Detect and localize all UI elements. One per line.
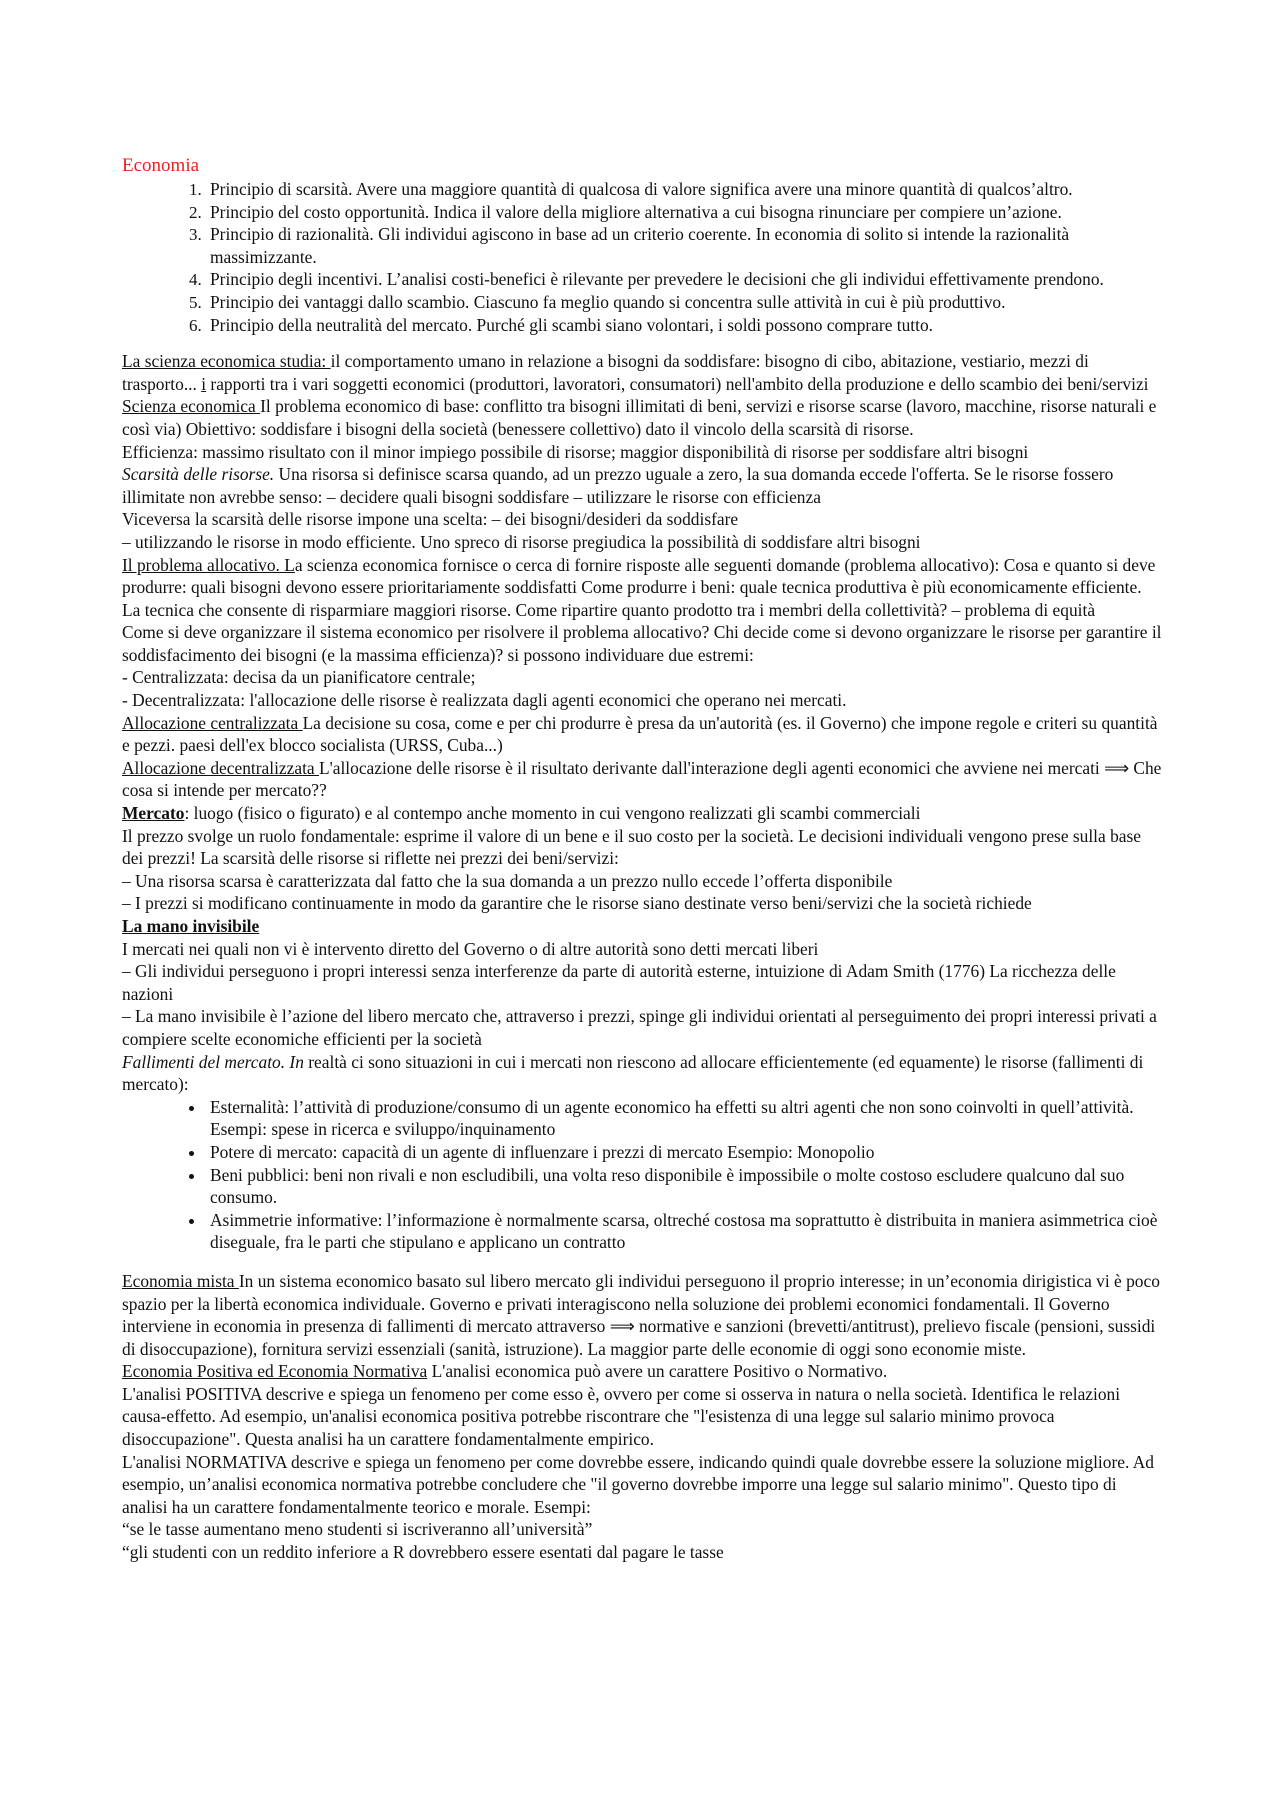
principle-item: 6. Principio della neutralità del mercato. Purché gli scambi siano volontari, i soldi possono comprare tutto. [206,314,1162,337]
principle-item: 3. Principio di razionalità. Gli individui agiscono in base ad un criterio coerente. In economia di solito si intende la razionalità massimizzante. [206,223,1162,268]
paragraph-analisi-normativa: L'analisi NORMATIVA descrive e spiega un fenomeno per come dovrebbe essere, indicando quindi quale dovrebbe essere la soluzione migliore. Ad esempio, un’analisi economica normativa potrebbe concludere che "il governo dovrebbe imporre una legge sul salario minimo". Questo tipo di analisi ha un carattere fondamentalmente teorico e morale. Esempi: [122,1451,1154,1517]
paragraph-text: Il problema economico di base: conflitto tra bisogni illimitati di beni, servizi e risorse scarse (lavoro, macchine, risorse naturali e così via) Obiettivo: soddisfare i bisogni della società (benessere collettivo) dato il vincolo della scarsità di risorse. [122,396,1157,439]
paragraph-text: il comportamento umano in relazione a bisogni da soddisfare: bisogno di cibo, abitazione, vestiario, mezzi di trasporto... [122,351,1089,394]
principle-item: 1. Principio di scarsità. Avere una maggiore quantità di qualcosa di valore significa avere una minore quantità di qualcos’altro. [206,178,1162,201]
principle-item: 4. Principio degli incentivi. L’analisi costi-benefici è rilevante per prevedere le decisioni che gli individui effettivamente prendono. [206,268,1162,291]
paragraph-text: La decisione su cosa, come e per chi produrre è presa da un'autorità (es. il Governo) che impone regole e criteri su quantità e pezzi. paesi dell'ex blocco socialista (URSS, Cuba...) [122,712,1158,756]
paragraph-allocazione-centralizzata [122,712,1162,757]
paragraph-mercato [122,802,1162,825]
paragraph-mercati-liberi: I mercati nei quali non vi è intervento diretto del Governo o di altre autorità sono detti mercati liberi [122,938,819,959]
paragraph-problema-allocativo [122,554,1162,622]
heading-positiva-normativa: Economia Positiva ed Economia Normativa [122,1361,428,1382]
paragraph-scienza-economica [122,395,1162,440]
failure-item: • Asimmetrie informative: l’informazione è normalmente scarsa, oltreché costosa ma soprattutto è distribuita in maniera asimmetrica cioè diseguale, fra le parti che stipulano e applicano un contratto [206,1209,1162,1254]
heading-allocazione-centralizzata: Allocazione centralizzata [122,712,303,733]
paragraph-efficienza: Efficienza: massimo risultato con il minor impiego possibile di risorse; maggior disponibilità di risorse per soddisfare altri bisogni [122,441,1029,462]
heading-scienza-economica: Scienza economica [122,396,261,417]
paragraph-viceversa: Viceversa la scarsità delle risorse impone una scelta: – dei bisogni/desideri da soddisfare [122,509,739,530]
paragraph-text: i [201,373,207,394]
paragraph-prezzi-modificano: – I prezzi si modificano continuamente in modo da garantire che le risorse siano destinate verso beni/servizi che la società richiede [122,893,1032,914]
heading-allocazione-decentralizzata: Allocazione decentralizzata [122,757,319,778]
paragraph-text: Una risorsa si definisce scarsa quando, ad un prezzo uguale a zero, la sua domanda eccede l'offerta. Se le risorse fossero illimitate non avrebbe senso: – decidere quali bisogni soddisfare – utilizzare le risorse con efficienza [122,464,1114,507]
paragraph-text: rapporti tra i vari soggetti economici (produttori, lavoratori, consumatori) nell'ambito della produzione e dello scambio dei beni/servizi [206,373,1149,394]
paragraph-positiva-normativa [122,1360,1162,1383]
paragraph-spreco: – utilizzando le risorse in modo efficiente. Uno spreco di risorse pregiudica la possibilità di soddisfare altri bisogni [122,531,921,552]
paragraph-scarsita [122,463,1162,508]
heading-fallimenti: Fallimenti del mercato. In [122,1051,304,1072]
document-body [122,154,1162,1564]
paragraph-analisi-positiva: L'analisi POSITIVA descrive e spiega un fenomeno per come esso è, ovvero per come si osserva in natura o nella società. Identifica le relazioni causa-effetto. Ad esempio, un'analisi economica positiva potrebbe riscontrare che "l'esistenza di una legge sul salario minimo provoca disoccupazione". Questa analisi ha un carattere fondamentalmente empirico. [122,1383,1121,1450]
failure-item: • Beni pubblici: beni non rivali e non escludibili, una volta reso disponibile è impossibile o molte costoso escludere qualcuno dal suo consumo. [206,1164,1162,1209]
paragraph-centralizzata: - Centralizzata: decisa da un pianificatore centrale; [122,667,476,688]
paragraph-organizzazione: Come si deve organizzare il sistema economico per risolvere il problema allocativo? Chi decide come si devono organizzare le risorse per garantire il soddisfacimento dei bisogni (e la massima efficienza)? si possono individuare due estremi: [122,622,1162,665]
paragraph-risorsa-scarsa: – Una risorsa scarsa è caratterizzata dal fatto che la sua domanda a un prezzo nullo eccede l’offerta disponibile [122,870,893,891]
document-title: Economia [122,155,200,176]
principles-list [122,178,1162,336]
paragraph-scienza-studia [122,350,1162,395]
paragraph-text: : luogo (fisico o figurato) e al contempo anche momento in cui vengono realizzati gli scambi commerciali [184,803,921,824]
paragraph-fallimenti [122,1051,1162,1096]
principle-item: 5. Principio dei vantaggi dallo scambio. Ciascuno fa meglio quando si concentra sulle attività in cui è più produttivo. [206,291,1162,314]
paragraph-text: realtà ci sono situazioni in cui i mercati non riescono ad allocare efficientemente (ed equamente) le risorse (fallimenti di mercato): [122,1051,1144,1095]
paragraph-adam-smith: – Gli individui perseguono i propri interessi senza interferenze da parte di autorità esterne, intuizione di Adam Smith (1776) La ricchezza delle nazioni [122,961,1116,1004]
paragraph-text: In un sistema economico basato sul libero mercato gli individui perseguono il proprio interesse; in un’economia dirigistica vi è poco spazio per la libertà economica individuale. Governo e privati interagiscono nella soluzione dei problemi economici fondamentali. Il Governo interviene in economia in presenza di fallimenti di mercato attraverso ⟹ normative e sanzioni (brevetti/antitrust), prelievo fiscale (pensioni, sussidi di disoccupazione), fornitura servizi essenziali (sanità, istruzione). La maggior parte delle economie di oggi sono economie miste. [122,1270,1160,1359]
failure-item: • Esternalità: l’attività di produzione/consumo di un agente economico ha effetti su altri agenti che non sono coinvolti in quell’attività. Esempi: spese in ricerca e sviluppo/inquinamento [206,1096,1162,1141]
heading-scienza-studia: La scienza economica studia: [122,351,331,372]
paragraph-esempio-1: “se le tasse aumentano meno studenti si iscriveranno all’università” [122,1519,593,1540]
failures-list [122,1096,1162,1254]
heading-mano-invisibile: La mano invisibile [122,916,260,936]
paragraph-prezzo: Il prezzo svolge un ruolo fondamentale: esprime il valore di un bene e il suo costo per la società. Le decisioni individuali vengono prese sulla base dei prezzi! La scarsità delle risorse si riflette nei prezzi dei beni/servizi: [122,825,1141,869]
heading-problema-allocativo: Il problema allocativo. L [122,554,295,575]
paragraph-esempio-2: “gli studenti con un reddito inferiore a R dovrebbero essere esentati dal pagare le tasse [122,1542,724,1563]
paragraph-text: L'analisi economica può avere un carattere Positivo o Normativo. [427,1361,888,1382]
heading-economia-mista: Economia mista [122,1270,239,1291]
paragraph-economia-mista [122,1270,1162,1360]
principle-item: 2. Principio del costo opportunità. Indica il valore della migliore alternativa a cui bisogna rinunciare per compiere un’azione. [206,201,1162,224]
paragraph-text: L'allocazione delle risorse è il risultato derivante dall'interazione degli agenti economici che avviene nei mercati ⟹ Che cosa si intende per mercato?? [122,757,1162,801]
paragraph-decentralizzata: - Decentralizzata: l'allocazione delle risorse è realizzata dagli agenti economici che operano nei mercati. [122,690,847,711]
heading-mercato: Mercato [122,803,185,824]
paragraph-text: a scienza economica fornisce o cerca di fornire risposte alle seguenti domande (problema allocativo): Cosa e quanto si deve produrre: quali bisogni devono essere prioritariamente soddisfatti Come produrre i beni: quale tecnica produttiva è più economicamente efficiente. La tecnica che consente di risparmiare maggiori risorse. Come ripartire quanto prodotto tra i membri della collettività? – problema di equità [122,554,1156,620]
heading-scarsita: Scarsità delle risorse. [122,464,275,485]
failure-item: • Potere di mercato: capacità di un agente di influenzare i prezzi di mercato Esempio: Monopolio [206,1141,1162,1164]
paragraph-allocazione-decentralizzata [122,757,1162,802]
paragraph-mano-invisibile: – La mano invisibile è l’azione del libero mercato che, attraverso i prezzi, spinge gli individui orientati al perseguimento dei propri interessi privati a compiere scelte economiche efficienti per la società [122,1006,1157,1049]
